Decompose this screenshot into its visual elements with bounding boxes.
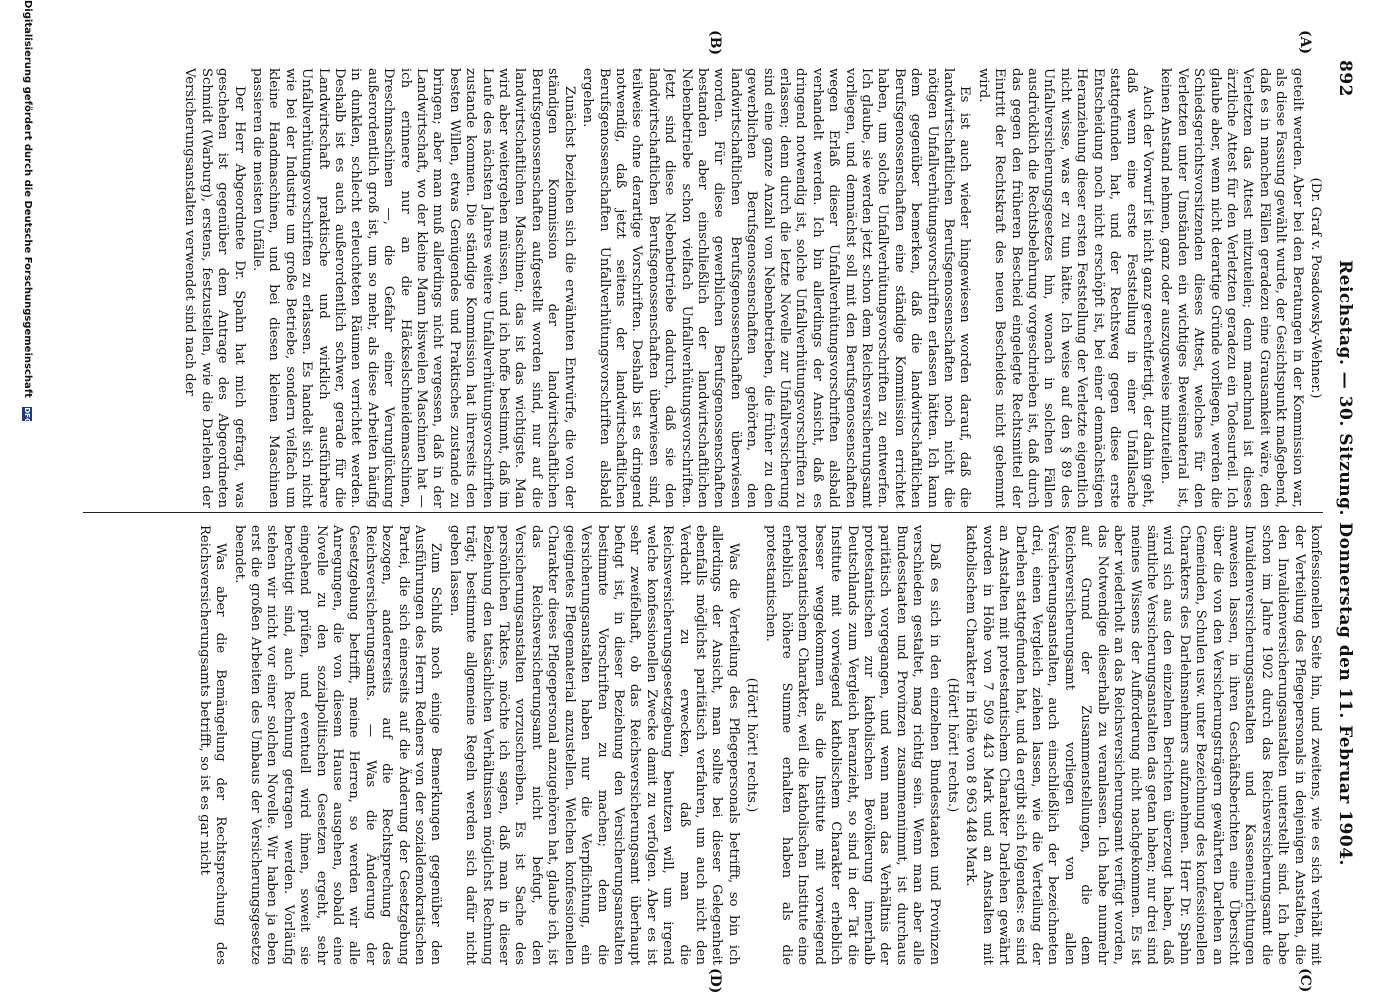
margin-mark-d: (D): [707, 968, 723, 994]
dfg-logo: DFG: [23, 407, 31, 424]
margin-mark-a: (A): [1297, 30, 1313, 55]
page-title: Reichstag. — 30. Sitzung. Donnerstag den 11. Februar 1904.: [1335, 260, 1355, 866]
paragraph: konfessionellen Seite hin, und zweitens, wie es sich verhält mit der Verteilung des Pflegepersonals in denjenigen Anstalten, die den Invalidenversicherungsanstalten unterstellt sind. Ich habe schon im Jahre 1902 durch das Reichsversicherungsamt die Invalidenversicherungsanstalten und Kasseneinrichtungen anweisen lassen, in ihren Geschäftsberichten eine Übersicht über die von den Versicherungsträgern gewährten Darlehen an Gemeinden, Schulen usw. unter Bezeichnung des konfessionellen Charakters des Darlehnsnehmers aufzunehmen. Herr Dr. Spahn wird sich aus den einzelnen Berichten überzeugt haben, daß sämtliche Versicherungsanstalten das getan haben; nur drei sind meines Wissens der Aufforderung nicht nachgekommen. Es ist aber wiederholt an das Reichsversicherungsamt verfügt worden, das Notwendige dieserhalb zu veranlassen. Ich habe nunmehr auf Grund der Zusammenstellungen, die dem Reichsversicherungsamt vorliegen von allen Versicherungsanstalten, auch einschließlich der bezeichneten drei, einen Vergleich ziehen lassen, wie die Verteilung der Darlehen stattgefunden hat, und da ergibt sich folgendes: es sind an Anstalten mit protestantischem Charakter Darlehen gewährt worden in Höhe von 7 509 443 Mark und an Anstalten mit katholischem Charakter in Höhe von 8 963 448 Mark.: [963, 525, 1323, 965]
paragraph: Was die Verteilung des Pflegepersonals betrifft, so bin ich allerdings der Ansicht, man sollte bei dieser Gelegenheit ebenfalls möglichst paritätisch verfahren, um auch nicht den Verdacht zu erwecken, daß man die Reichsversicherungsgesetzgebung benutzen will, um irgend welche konfessionellen Zwecke damit zu verfolgen. Aber es ist sehr zweifelhaft, ob das Reichsversicherungsamt überhaupt befugt ist, in dieser Beziehung den Versicherungsanstalten bestimmte Vorschriften zu machen; denn die Versicherungsanstalten haben nur die Verpflichtung, ein geeignetes Pflegematerial anzustellen. Welchen konfessionellen Charakter dieses Pflegepersonal anzugehören hat, glaube ich, ist das Reichsversicherungsamt nicht befugt, den Versicherungsanstalten vorzuschreiben. Es ist Sache des persönlichen Taktes, möchte ich sagen, daß man in dieser Beziehung den tatsächlichen Verhältnissen möglichst Rechnung trägt; bestimmte allgemeine Regeln werden sich dafür nicht geben lassen.: [446, 525, 741, 965]
speaker-name: (Dr. Graf v. Posadowsky-Wehner.): [1308, 177, 1323, 399]
paragraph: Der Herr Abgeordnete Dr. Spahn hat mich gefragt, was geschehen ist gegenüber dem Antrage des Abgeordneten Schmidt (Warburg), erstens, festzustellen, wie die Darlehen der Versicherungsanstalten verwendet sind nach der: [182, 68, 247, 508]
digitization-credit: [22, 0, 33, 1000]
paragraph: Daß es sich in den einzelnen Bundesstaaten und Provinzen verschieden gestaltet, mag richtig sein. Wenn man aber alle Bundesstaaten und Provinzen zusammennimmt, ist durchaus paritätisch vorgegangen, und wenn man das Verhältnis der protestantischen zur katholischen Bevölkerung innerhalb Deutschlands zum Vergleich heranzieht, so sind in der Tat die Institute mit vorwiegend katholischem Charakter erheblich besser weggekommen als die Institute mit vorwiegend protestantischem Charakter, weil die katholischen Institute eine erheblich höhere Summe erhalten haben als die protestantischen.: [762, 525, 942, 965]
page-number: 892: [1335, 60, 1355, 97]
page-header: [1331, 60, 1355, 960]
paragraph: Was aber die Bemängelung der Rechtsprechung des Reichsversicherungsamts betrifft, so ist es gar nicht: [196, 525, 229, 965]
paragraph: geteilt werden. Aber bei den Beratungen in der Kommission war, als diese Fassung gewählt wurde, der Gesichtspunkt maßgebend, daß es in manchen Fällen geradezu eine Grausamkeit wäre, den Verletzten das Attest mitzuteilen; denn manchmal ist dieses ärztliche Attest für den Verletzten geradezu ein Todesurteil. Ich glaube aber, wenn nicht derartige Gründe vorliegen, werden die Schiedsgerichtsvorsitzenden dieses Attest, welches für den Verletzten unter Umständen ein wichtiges Beweismaterial ist, keinen Anstand nehmen, ganz oder auszugsweise mitzuteilen.: [1158, 68, 1305, 508]
paragraph: Auch der Vorwurf ist nicht ganz gerechtfertigt, der dahin geht, daß wenn eine erste Feststellung in einer Unfallsache stattgefunden hat, und der Rechtsweg gegen diese erste Entscheidung noch nicht erschöpft ist, bei einer demnächstigen Heranziehung dieser ersten Feststellung der Verletzte eigentlich nicht wisse, was er zu tun hätte. Ich weise auf den § 89 des Unfallversicherungsgesetzes hin, wonach in solchen Fällen ausdrücklich die Rechtsbelehrung vorgeschrieben ist, daß durch das gegen den früheren Bescheid eingelegte Rechtsmittel der Eintritt der Rechtskraft des neuen Bescheides nicht gehemmt wird.: [975, 68, 1155, 508]
right-column: [83, 525, 1323, 965]
margin-mark-b: (B): [707, 30, 723, 56]
paragraph: Es ist auch wieder hingewiesen worden darauf, daß die landwirtschaftlichen Berufsgenossenschaften noch nicht die nötigen Unfallverhütungsvorschriften erlassen hätten. Ich kann dem gegenüber bemerken, daß die landwirtschaftlichen Berufsgenossenschaften eine ständige Kommission errichtet haben, um solche Unfallverhütungsvorschriften zu entwerfen. Ich glaube, sie werden jetzt schon dem Reichsversicherungsamt vorliegen, und demnächst soll mit den Berufsgenossenschaften wegen Erlaß dieser Unfallverhütungsvorschriften alsbald verhandelt werden. Ich bin allerdings der Ansicht, daß es dringend notwendig ist, solche Unfallverhütungsvorschriften zu erlassen; denn durch die letzte Novelle zur Unfallversicherung sind eine ganze Anzahl von Nebenbetrieben, die früher zu den gewerblichen Berufsgenossenschaften gehörten, den landwirtschaftlichen Berufsgenossenschaften überwiesen worden. Für diese gewerblichen Berufsgenossenschaften bestanden aber einschließlich der landwirtschaftlichen Nebenbetriebe schon vielfach Unfallverhütungsvorschriften. Jetzt sind diese Nebenbetriebe dadurch, daß sie den landwirtschaftlichen Berufsgenossenschaften überwiesen sind, teilweise ohne derartige Vorschriften. Deshalb ist es dringend notwendig, daß jetzt seitens der landwirtschaftlichen Berufsgenossenschaften Unfallverhütungsvorschriften alsbald ergehen.: [580, 68, 973, 508]
column-divider: [83, 512, 1323, 513]
paragraph: Zunächst beziehen sich die erwähnten Entwürfe, die von der ständigen Kommission der landwirtschaftlichen Berufsgenossenschaften aufgestellt worden sind, nur auf die landwirtschaftlichen Maschinen; das ist das wichtigste. Man wird aber weitergehen müssen, und ich hoffe bestimmt, daß im Laufe des nächsten Jahres weitere Unfallverhütungsvorschriften zustande kommen. Die ständige Kommission hat ihrerseits den besten Willen, etwas Genügendes und Praktisches zustande zu bringen; aber man muß allerdings nicht vergessen, daß in der Landwirtschaft, wo der kleine Mann bisweilen Maschinen hat — ich erinnere nur an die Häckselschneidemaschinen, Dreschmaschinen —, die Gefahr einer Verunglückung außerordentlich groß ist, um so mehr, als diese Arbeiten häufig in dunklen, schlecht erleuchteten Räumen verrichtet werden. Deshalb ist es auch außerordentlich schwer, gerade für die Landwirtschaft praktische und wirklich ausführbare Unfallverhütungsvorschriften zu erlassen. Es handelt sich nicht wie bei der Industrie um große Betriebe, sondern vielfach um kleine Handmaschinen, und bei diesen kleinen Maschinen passieren die meisten Unfälle.: [250, 68, 577, 508]
credit-text: Digitalisierung gefördert durch die Deutsche Forschungsgemeinschaft: [22, 0, 33, 398]
interjection: (Hört! hört! rechts.): [744, 677, 760, 813]
interjection: (Hört! hört! rechts.): [945, 677, 961, 813]
left-column: [83, 68, 1323, 508]
paragraph: Zum Schluß noch einige Bemerkungen gegenüber den Ausführungen des Herrn Redners von der sozialdemokratischen Partei, die sich einerseits auf die Änderung der Gesetzgebung bezogen, andererseits auf die Rechtsprechung des Reichsversicherungsamts. — Was die Änderung der Gesetzgebung betrifft, meine Herren, so werden wir alle Anregungen, die von diesem Hause ausgehen, sobald eine Novelle zu den sozialpolitischen Gesetzen ergeht, sehr eingehend prüfen, und eventuell wird ihnen, soweit sie berechtigt sind, auch Rechnung getragen werden. Vorläufig stehen wir nicht vor einer solchen Novelle. Wir haben ja eben erst die großen Arbeiten des Umbaus der Versicherungsgesetze beendet.: [231, 525, 444, 965]
margin-mark-c: (C): [1297, 968, 1313, 993]
